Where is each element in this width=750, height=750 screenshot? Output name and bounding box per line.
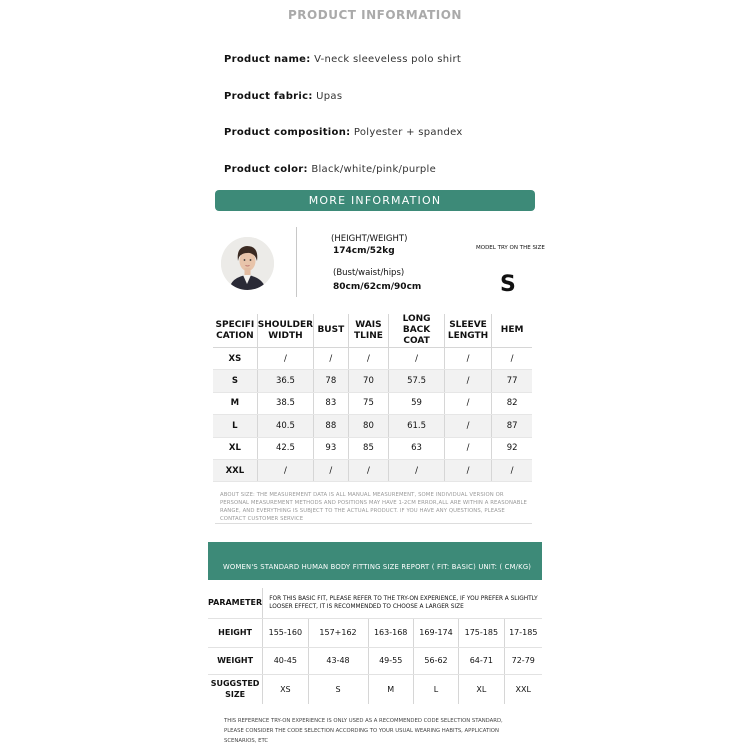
- table-cell: /: [444, 459, 491, 481]
- table-cell: 64-71: [459, 647, 504, 674]
- table-cell: /: [314, 459, 349, 481]
- table-row: [213, 348, 532, 370]
- spec-header-cell: SPECIFI CATION: [213, 314, 257, 348]
- table-cell: /: [444, 415, 491, 437]
- table-cell: XS: [213, 348, 257, 370]
- table-cell: L: [413, 674, 458, 704]
- table-cell: /: [348, 459, 389, 481]
- table-cell: /: [257, 348, 313, 370]
- product-composition-label: Product composition:: [224, 127, 351, 138]
- bust-waist-hips-value: 80cm/62cm/90cm: [333, 282, 422, 292]
- table-cell: 17-185: [504, 618, 542, 647]
- table-row: [213, 392, 532, 414]
- table-cell: XS: [263, 674, 308, 704]
- parameter-label: PARAMETER: [208, 588, 263, 618]
- table-cell: /: [444, 348, 491, 370]
- height-weight-value: 174cm/52kg: [333, 246, 395, 256]
- spec-header-row: [213, 314, 532, 348]
- size-spec-table: [213, 314, 532, 482]
- table-cell: 40.5: [257, 415, 313, 437]
- table-cell: /: [348, 348, 389, 370]
- table-cell: /: [492, 459, 532, 481]
- table-cell: 77: [492, 370, 532, 392]
- table-cell: 38.5: [257, 392, 313, 414]
- product-fabric-line: [224, 91, 342, 102]
- product-fabric-label: Product fabric:: [224, 91, 313, 102]
- table-cell: 175-185: [459, 618, 504, 647]
- product-composition-line: [224, 127, 463, 138]
- suggested-size-label: SUGGSTED SIZE: [208, 674, 263, 704]
- table-cell: /: [389, 348, 445, 370]
- table-cell: XL: [459, 674, 504, 704]
- table-cell: 87: [492, 415, 532, 437]
- product-color-label: Product color:: [224, 164, 308, 175]
- parameter-note: FOR THIS BASIC FIT, PLEASE REFER TO THE TRY-ON EXPERIENCE, IF YOU PREFER A SLIGHTLY LOOSER EFFECT, IT IS RECOMMENDED TO CHOOSE A LARGER SIZE: [263, 588, 542, 618]
- table-cell: 83: [314, 392, 349, 414]
- table-cell: 155-160: [263, 618, 308, 647]
- product-color-value: Black/white/pink/purple: [311, 164, 437, 175]
- product-color-line: [224, 164, 436, 175]
- table-cell: XXL: [515, 684, 531, 694]
- table-cell: M: [368, 674, 413, 704]
- table-cell: 163-168: [368, 618, 413, 647]
- table-cell: 78: [314, 370, 349, 392]
- fit-report-table: [208, 588, 542, 704]
- fit-report-title: WOMEN'S STANDARD HUMAN BODY FITTING SIZE REPORT ( FIT: BASIC) UNIT: ( CM/KG): [223, 563, 532, 571]
- table-cell: 57.5: [389, 370, 445, 392]
- height-row: [208, 618, 542, 647]
- parameter-row: [208, 588, 542, 618]
- table-cell: /: [444, 437, 491, 459]
- table-cell: 88: [314, 415, 349, 437]
- table-cell: 169-174: [413, 618, 458, 647]
- spec-header-cell: HEM: [492, 314, 532, 348]
- spec-header-cell: SLEEVE LENGTH: [444, 314, 491, 348]
- about-divider: [215, 523, 532, 524]
- product-name-value: V-neck sleeveless polo shirt: [314, 54, 462, 65]
- table-cell: S: [213, 370, 257, 392]
- spec-header-cell: BUST: [314, 314, 349, 348]
- product-fabric-value: Upas: [316, 91, 343, 102]
- suggested-size-row: [208, 674, 542, 704]
- more-information-bar: MORE INFORMATION: [215, 190, 535, 211]
- table-cell: /: [389, 459, 445, 481]
- table-cell: 85: [348, 437, 389, 459]
- table-cell: /: [314, 348, 349, 370]
- table-row: [213, 415, 532, 437]
- table-cell: 63: [389, 437, 445, 459]
- table-cell: 93: [314, 437, 349, 459]
- spec-header-cell: LONG BACK COAT: [389, 314, 445, 348]
- table-row: [213, 370, 532, 392]
- table-cell: 59: [389, 392, 445, 414]
- product-name-label: Product name:: [224, 54, 311, 65]
- table-cell: 36.5: [257, 370, 313, 392]
- table-cell: 40-45: [263, 647, 308, 674]
- height-label: HEIGHT: [208, 618, 263, 647]
- table-row: [213, 459, 532, 481]
- table-cell: 61.5: [389, 415, 445, 437]
- spec-header-cell: SHOULDER WIDTH: [257, 314, 313, 348]
- model-divider: [296, 227, 297, 297]
- about-size-note: ABOUT SIZE: THE MEASUREMENT DATA IS ALL MANUAL MEASUREMENT, SOME INDIVIDUAL VERSION OR PERSONAL MEASUREMENT METHODS AND POSITIONS MAY HAVE 1-2CM ERROR,ALL ARE WITHIN A REASONABLE RANGE, AND EVERYTHING IS SUBJECT TO THE ACTUAL PRODUCT. IF YOU HAVE ANY QUESTIONS, PLEASE CONTACT CUSTOMER SERVICE: [220, 492, 527, 522]
- table-cell: /: [444, 370, 491, 392]
- table-cell: 49-55: [368, 647, 413, 674]
- weight-row: [208, 647, 542, 674]
- fit-report-banner: [208, 542, 542, 580]
- product-composition-value: Polyester + spandex: [353, 127, 463, 138]
- spec-header-cell: WAIS TLINE: [348, 314, 389, 348]
- bust-waist-hips-label: (Bust/waist/hips): [333, 268, 405, 278]
- table-cell: 43-48: [308, 647, 368, 674]
- model-try-on-label: MODEL TRY ON THE SIZE: [476, 245, 545, 251]
- table-cell: M: [213, 392, 257, 414]
- model-avatar: [221, 237, 274, 290]
- page-title: PRODUCT INFORMATION: [288, 8, 462, 22]
- table-cell: 70: [348, 370, 389, 392]
- weight-label: WEIGHT: [208, 647, 263, 674]
- product-name-line: [224, 54, 461, 65]
- table-cell: XXL: [213, 459, 257, 481]
- table-row: [213, 437, 532, 459]
- table-cell: 56-62: [413, 647, 458, 674]
- table-cell: L: [213, 415, 257, 437]
- table-cell: 75: [348, 392, 389, 414]
- table-cell: 72-79: [504, 647, 542, 674]
- model-try-on-size: S: [500, 272, 516, 297]
- table-cell: 92: [492, 437, 532, 459]
- table-cell: XL: [213, 437, 257, 459]
- table-cell: 82: [492, 392, 532, 414]
- table-cell: 42.5: [257, 437, 313, 459]
- try-on-footnote: THIS REFERENCE TRY-ON EXPERIENCE IS ONLY USED AS A RECOMMENDED CODE SELECTION STANDARD, PLEASE CONSIDER THE CODE SELECTION ACCORDING TO YOUR USUAL WEARING HABITS, APPLICATION SCENARIOS, ETC: [224, 718, 503, 744]
- table-cell: /: [257, 459, 313, 481]
- table-cell: 80: [348, 415, 389, 437]
- table-cell: /: [492, 348, 532, 370]
- table-cell: S: [308, 674, 368, 704]
- table-cell: 157+162: [308, 618, 368, 647]
- height-weight-label: (HEIGHT/WEIGHT): [331, 234, 408, 244]
- table-cell: /: [444, 392, 491, 414]
